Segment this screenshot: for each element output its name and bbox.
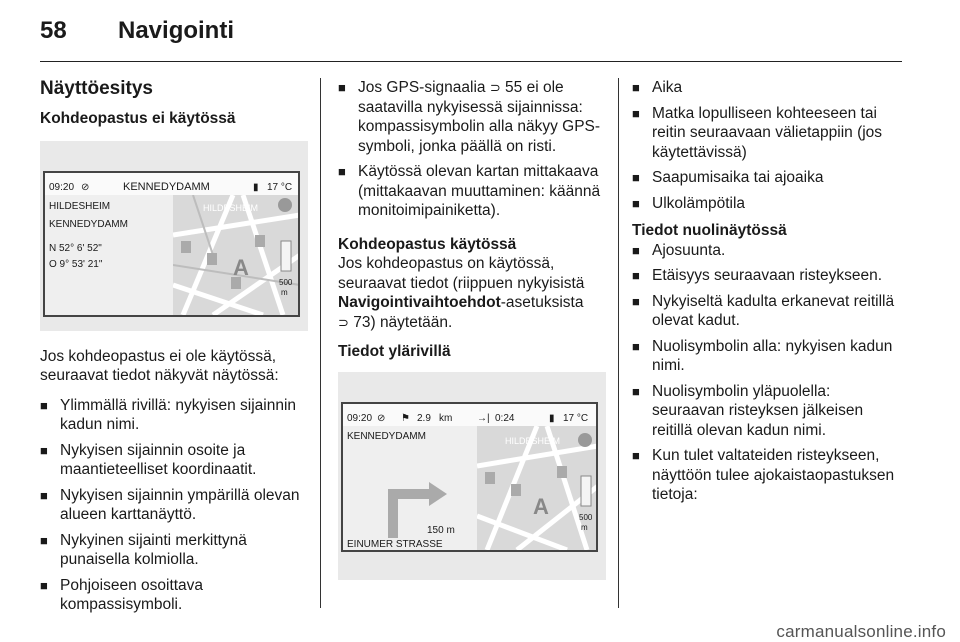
map-scale-unit: m — [281, 287, 288, 297]
map-view — [173, 195, 298, 315]
page-header — [0, 0, 960, 62]
display-top-bar — [343, 404, 596, 427]
list-item: ■ Nykyisen sijainnin osoite ja maantieteelliset koordinaatit. — [40, 441, 308, 480]
guidance-paragraph: Jos kohdeopastus on käytössä, seuraavat tiedot (riippuen nykyisistä Navigointivaihtoehdot-asetuksista ⊃ 73) näytetään. — [338, 255, 585, 331]
display-street: KENNEDYDAMM — [123, 180, 210, 193]
list-item: ■ Nykyiseltä kadulta erkanevat reitillä olevat kadut. — [632, 292, 904, 331]
page-number: 58 — [40, 17, 67, 44]
thermometer-icon: ▮ — [253, 181, 259, 193]
bullet-list-no-guidance — [40, 396, 308, 615]
screen-figure-guidance — [338, 372, 606, 580]
intro-paragraph: Jos kohdeopastus ei ole käytössä, seuraavat tiedot näkyvät näytössä: — [40, 347, 279, 384]
display-screen — [341, 402, 598, 552]
display-city: HILDESHEIM — [49, 200, 111, 212]
map-view — [477, 426, 596, 550]
thermometer-icon: ▮ — [549, 412, 555, 424]
display-temp: 17 °C — [267, 181, 293, 193]
map-city-label: HILDESHEIM — [505, 435, 561, 446]
page-ref: 55 — [505, 79, 523, 96]
list-item: ■ Nykyinen sijainti merkittynä punaisella kolmiolla. — [40, 531, 308, 570]
display-lat: N 52° 6' 52" — [49, 242, 102, 254]
display-temp: 17 °C — [563, 412, 589, 424]
subheading-no-guidance: Kohdeopastus ei käytössä — [40, 110, 236, 127]
next-street: EINUMER STRASSE — [347, 538, 443, 550]
list-item: ■ Saapumisaika tai ajoaika — [632, 168, 904, 188]
display-time: 09:20 — [49, 181, 75, 193]
list-item: ■ Aika — [632, 78, 904, 98]
column-divider-1 — [320, 78, 321, 608]
map-scale: 500 — [279, 277, 293, 287]
page-ref-arrow-icon: ⊃ — [489, 80, 501, 95]
display-screen — [43, 171, 300, 317]
subheading-guidance-active: Kohdeopastus käytössä — [338, 235, 517, 253]
display-distance-unit: km — [439, 412, 453, 424]
header-rule — [40, 61, 902, 62]
list-item: ■ Ulkolämpötila — [632, 194, 904, 214]
column-1 — [40, 78, 308, 621]
display-eta: 0:24 — [495, 412, 515, 424]
list-item: ■ Nuolisymbolin yläpuolella: seuraavan risteyksen jälkeisen reitillä olevan kadun nimi. — [632, 382, 904, 441]
list-item: ■ Nykyisen sijainnin ympärillä olevan alueen karttanäyttö. — [40, 486, 308, 525]
map-city-label: HILDESHEIM — [203, 202, 259, 213]
page-title: Navigointi — [118, 17, 235, 44]
bullet-list-arrow — [632, 241, 904, 505]
column-3 — [632, 78, 904, 511]
map-scale: 500 — [579, 512, 593, 522]
list-item: ■ Matka lopulliseen kohteeseen tai reitin seuraavaan välietappiin (jos käytettävissä) — [632, 104, 904, 163]
screen-figure-no-guidance — [40, 141, 308, 331]
current-street: KENNEDYDAMM — [347, 430, 426, 442]
arrival-arrow-icon: →| — [477, 412, 490, 424]
display-distance: 2.9 — [417, 412, 431, 424]
list-item: ■ Ajosuunta. — [632, 241, 904, 261]
page-ref-arrow-icon: ⊃ — [338, 314, 349, 330]
guidance-off-icon: ⊘ — [81, 181, 90, 193]
bullet-list-continued — [338, 78, 606, 221]
column-2 — [338, 78, 606, 596]
bullet-list-top-row — [632, 78, 904, 213]
turn-distance: 150 m — [427, 524, 455, 536]
svg-text:A: A — [533, 493, 549, 519]
list-item: ■ Kun tulet valtateiden risteykseen, näyttöön tulee ajokaistaopastuksen tietoja: — [632, 446, 904, 505]
subheading-top-row: Tiedot ylärivillä — [338, 343, 451, 360]
watermark: carmanualsonline.info — [776, 622, 946, 641]
svg-text:A: A — [233, 254, 249, 280]
column-divider-2 — [618, 78, 619, 608]
display-time: 09:20 — [347, 412, 373, 424]
map-scale-unit: m — [581, 522, 588, 532]
guidance-on-icon: ⊘ — [377, 412, 386, 424]
page-ref: 73) — [353, 313, 376, 331]
list-item-gps: ■ Jos GPS-signaalia ⊃ 55 ei ole saatavilla nykyisessä sijainnissa: kompassisymbolin alla näkyy GPS-symboli, jonka päällä on risti. — [338, 78, 606, 156]
list-item: ■ Ylimmällä rivillä: nykyisen sijainnin kadun nimi. — [40, 396, 308, 435]
display-street-line: KENNEDYDAMM — [49, 218, 128, 230]
display-arrow-panel — [343, 426, 477, 550]
display-lon: O 9° 53' 21" — [49, 258, 103, 270]
list-item: ■ Pohjoiseen osoittava kompassisymboli. — [40, 576, 308, 615]
list-item: ■ Nuolisymbolin alla: nykyisen kadun nimi. — [632, 337, 904, 376]
menu-reference: Navigointivaihtoehdot — [338, 294, 501, 311]
list-item: ■ Käytössä olevan kartan mittakaava (mittakaavan muuttaminen: käännä monitoimipainiketta). — [338, 162, 606, 221]
distance-flag-icon: ⚑ — [401, 412, 410, 424]
display-top-bar — [45, 173, 298, 196]
subheading-arrow-display: Tiedot nuolinäytössä — [632, 222, 787, 239]
display-info-panel — [45, 195, 173, 315]
section-heading: Näyttöesitys — [40, 78, 153, 99]
list-item: ■ Etäisyys seuraavaan risteykseen. — [632, 266, 904, 286]
